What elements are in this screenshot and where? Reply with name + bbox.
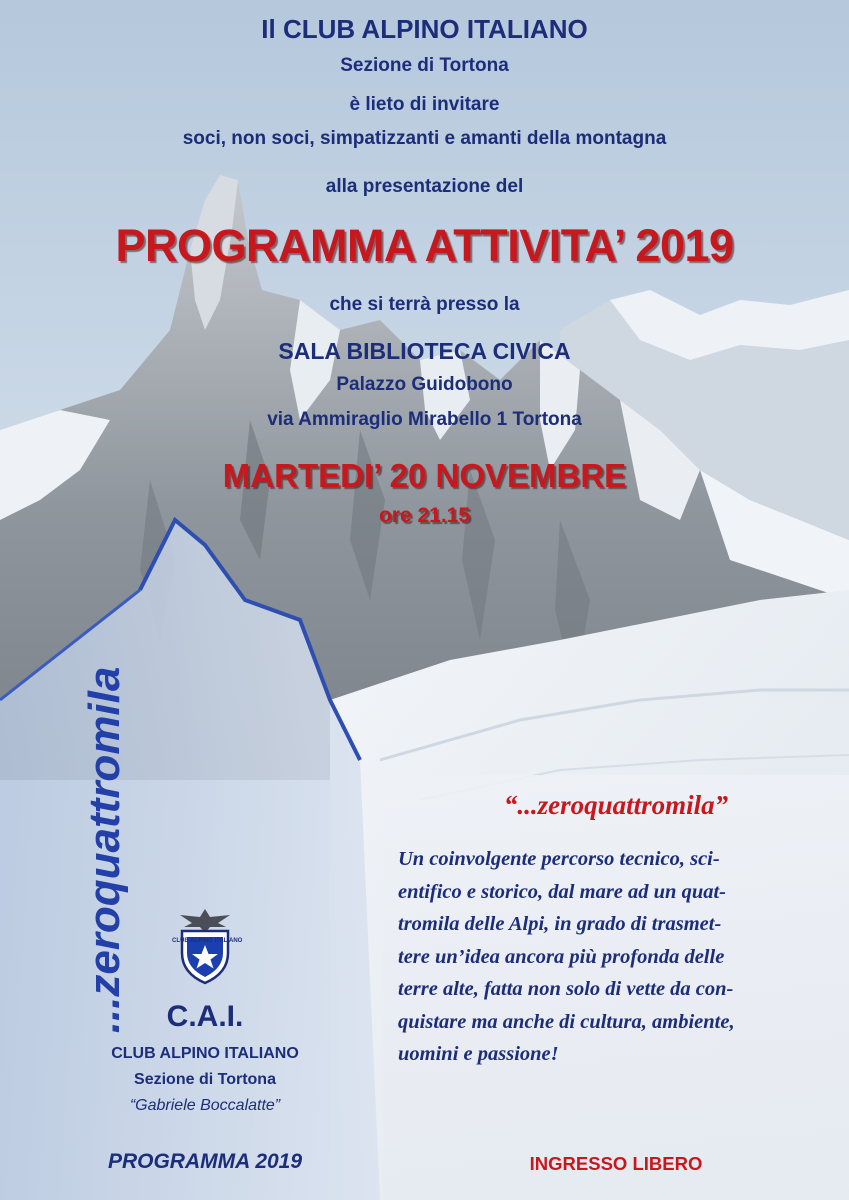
venue-address: via Ammiraglio Mirabello 1 Tortona: [267, 409, 582, 430]
description-text: [398, 843, 818, 1071]
logo-dedication: “Gabriele Boccalatte”: [129, 1097, 281, 1114]
event-title: PROGRAMMA ATTIVITA’ 2019: [115, 220, 734, 271]
vertical-title-text: ...zeroquattromila: [80, 666, 129, 1034]
description-line: entifico e storico, dal mare ad un quat-: [398, 880, 726, 903]
description-line: tere un’idea ancora più profonda delle: [398, 945, 725, 968]
intro-text: alla presentazione del: [325, 176, 524, 197]
entry-free: INGRESSO LIBERO: [529, 1153, 703, 1174]
emblem-badge-text: CLUB ALPINO ITALIANO: [172, 938, 243, 944]
event-date: MARTEDI’ 20 NOVEMBRE: [222, 457, 627, 494]
logo-club-name: CLUB ALPINO ITALIANO: [111, 1045, 299, 1062]
description-line: terre alte, fatta non solo di vette da con-: [398, 978, 734, 1000]
venue-building: Palazzo Guidobono: [336, 374, 513, 395]
logo-section: Sezione di Tortona: [134, 1071, 276, 1088]
venue-name: SALA BIBLIOTECA CIVICA: [278, 338, 571, 364]
description-title: “...zeroquattromila”: [503, 790, 729, 820]
event-time: ore 21.15: [378, 504, 471, 527]
club-name: Il CLUB ALPINO ITALIANO: [261, 14, 588, 44]
description-line: uomini e passione!: [398, 1043, 559, 1065]
cai-abbreviation: C.A.I.: [166, 1000, 244, 1033]
description-line: quistare ma anche di cultura, ambiente,: [398, 1010, 735, 1033]
venue-intro: che si terrà presso la: [329, 294, 520, 315]
description-line: tromila delle Alpi, in grado di trasmet-: [398, 913, 722, 935]
invite-line-1: è lieto di invitare: [349, 94, 500, 115]
footer-program: PROGRAMMA 2019: [107, 1150, 303, 1173]
invite-line-2: soci, non soci, simpatizzanti e amanti della montagna: [182, 128, 667, 149]
section-name: Sezione di Tortona: [340, 55, 509, 76]
cai-emblem-icon: [170, 905, 243, 987]
description-line: Un coinvolgente percorso tecnico, sci-: [398, 848, 720, 870]
